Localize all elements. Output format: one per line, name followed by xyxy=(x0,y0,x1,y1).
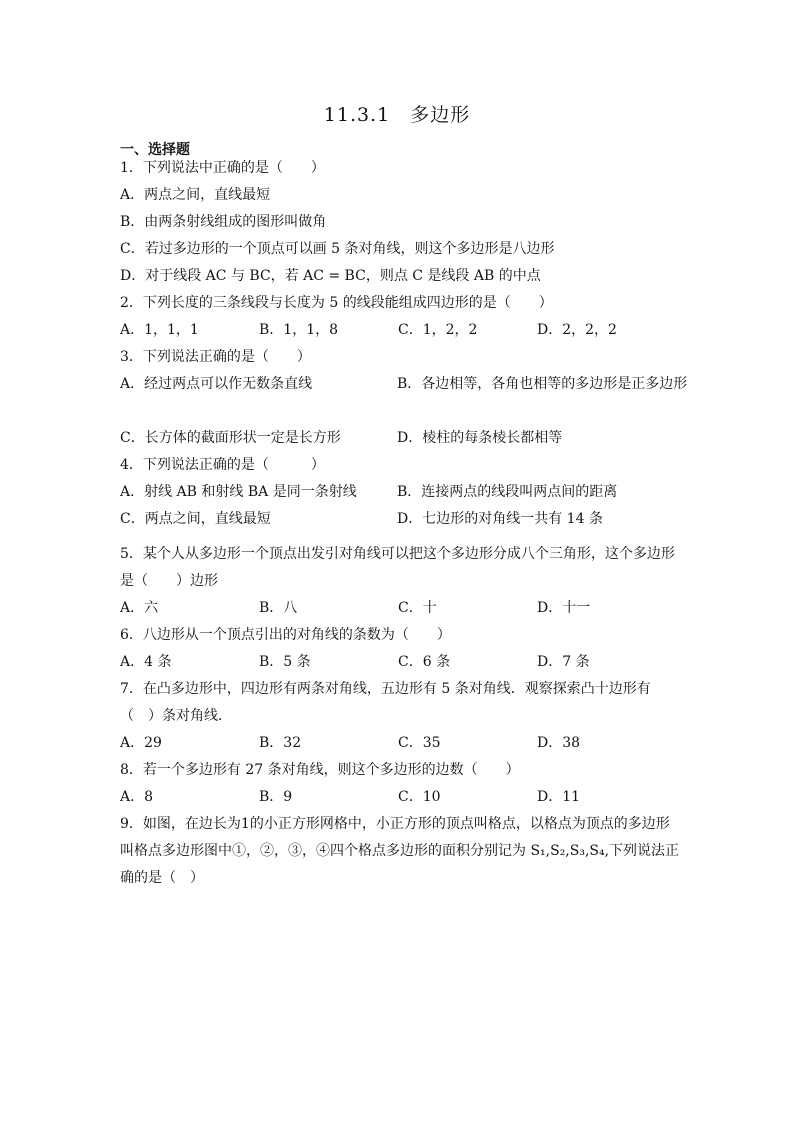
question-6-options xyxy=(120,649,680,676)
question-8-option-a: A．8 xyxy=(120,789,154,805)
question-3-option-b: B．各边相等，各角也相等的多边形是正多边形 xyxy=(397,376,688,392)
question-6-option-b: B．5 条 xyxy=(259,654,311,670)
question-3-options-row2 xyxy=(120,425,680,452)
question-7-option-b: B．32 xyxy=(259,735,302,751)
question-8-stem: 8．若一个多边形有 27 条对角线，则这个多边形的边数（ ） xyxy=(120,762,520,778)
question-8-option-c: C．10 xyxy=(398,789,441,805)
question-5-stem: 5．某个人从多边形一个顶点出发引对角线可以把这个多边形分成八个三角形，这个多边形是（ ）边形 xyxy=(120,546,675,589)
question-1-option-c: C．若过多边形的一个顶点可以画 5 条对角线，则这个多边形是八边形 xyxy=(120,241,555,257)
question-6-option-d: D．7 条 xyxy=(537,654,590,670)
question-4-option-a: A．射线 AB 和射线 BA 是同一条射线 xyxy=(120,484,357,500)
question-3-option-c: C．长方体的截面形状一定是长方形 xyxy=(120,430,341,446)
question-list xyxy=(120,155,688,892)
question-6-stem: 6．八边形从一个顶点引出的对角线的条数为（ ） xyxy=(120,627,451,643)
section-heading: 一、选择题 xyxy=(120,142,190,158)
question-3-options-row1 xyxy=(120,371,688,425)
question-2-option-b: B．1，1，8 xyxy=(259,322,339,338)
question-5-options xyxy=(120,595,680,622)
question-4-option-d: D．七边形的对角线一共有 14 条 xyxy=(397,511,603,527)
question-4-options-row1 xyxy=(120,479,680,506)
question-2-options xyxy=(120,317,680,344)
question-5-option-a: A．六 xyxy=(120,600,159,616)
question-2-option-d: D．2，2，2 xyxy=(537,322,617,338)
question-8-options xyxy=(120,784,680,811)
question-5-option-c: C．十 xyxy=(398,600,437,616)
question-1-option-a: A．两点之间，直线最短 xyxy=(120,187,271,203)
question-3-option-a: A．经过两点可以作无数条直线 xyxy=(120,376,313,392)
question-4-stem: 4．下列说法正确的是（ ） xyxy=(120,457,325,473)
question-6-option-c: C．6 条 xyxy=(398,654,451,670)
question-1-option-d: D．对于线段 AC 与 BC，若 AC = BC，则点 C 是线段 AB 的中点 xyxy=(120,268,541,284)
question-2-stem: 2．下列长度的三条线段与长度为 5 的线段能组成四边形的是（ ） xyxy=(120,295,553,311)
question-8-option-b: B．9 xyxy=(259,789,293,805)
question-7-option-c: C．35 xyxy=(398,735,441,751)
question-8-option-d: D．11 xyxy=(537,789,581,805)
question-4-option-b: B．连接两点的线段叫两点间的距离 xyxy=(397,484,618,500)
question-1-stem: 1．下列说法中正确的是（ ） xyxy=(120,160,325,176)
question-7-option-d: D．38 xyxy=(537,735,581,751)
question-7-options xyxy=(120,730,680,757)
question-1-option-b: B．由两条射线组成的图形叫做角 xyxy=(120,214,327,230)
question-4-option-c: C．两点之间，直线最短 xyxy=(120,511,271,527)
question-6-option-a: A．4 条 xyxy=(120,654,172,670)
question-5-option-b: B．八 xyxy=(259,600,298,616)
question-7-option-a: A．29 xyxy=(120,735,162,751)
question-4-options-row2 xyxy=(120,506,680,533)
page-title: 11.3.1 多边形 xyxy=(323,104,471,126)
question-3-option-d: D．棱柱的每条棱长都相等 xyxy=(397,430,563,446)
question-2-option-a: A．1，1，1 xyxy=(120,322,199,338)
question-3-stem: 3．下列说法正确的是（ ） xyxy=(120,349,311,365)
question-2-option-c: C．1，2，2 xyxy=(398,322,478,338)
question-9-stem: 9．如图，在边长为1的小正方形网格中，小正方形的顶点叫格点，以格点为顶点的多边形叫格点多边形图中①，②，③，④四个格点多边形的面积分别记为 S₁,S₂,S₃,S₄,下列说法正确的是（ ） xyxy=(120,816,680,886)
question-7-stem: 7．在凸多边形中，四边形有两条对角线，五边形有 5 条对角线．观察探索凸十边形有（ ）条对角线． xyxy=(120,681,651,724)
question-5-option-d: D．十一 xyxy=(537,600,591,616)
